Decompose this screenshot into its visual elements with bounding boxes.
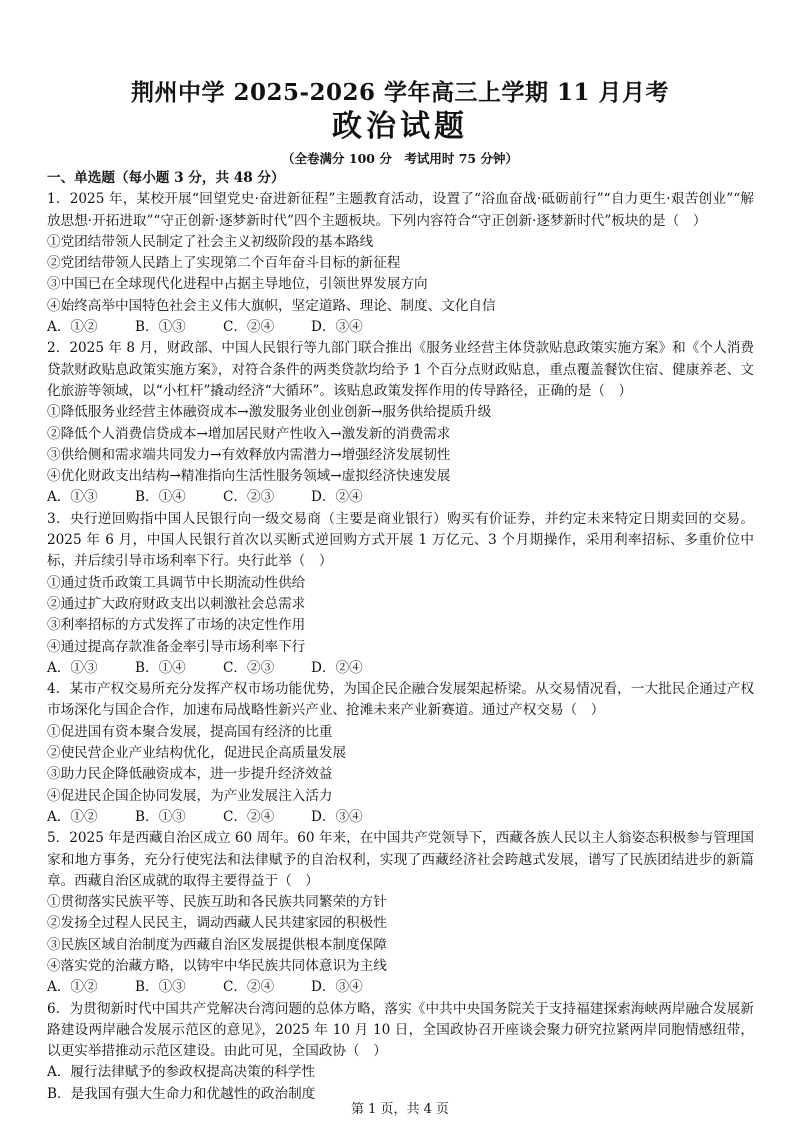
exam-subject: 政治试题 [332, 109, 468, 144]
question-option: ④落实党的治藏方略，以铸牢中华民族共同体意识为主线 [47, 957, 387, 974]
question-option: ①通过货币政策工具调节中长期流动性供给 [47, 574, 306, 591]
question-option: ④优化财政支出结构→精准指向生活性服务领域→虚拟经济快速发展 [47, 468, 451, 485]
question-2 [47, 338, 754, 508]
question-option: ③助力民企降低融资成本，进一步提升经济效益 [47, 766, 333, 783]
question-3 [47, 509, 754, 679]
answer-choices [47, 487, 754, 508]
question-option: ③供给侧和需求端共同发力→有效释放内需潜力→增强经济发展韧性 [47, 446, 451, 463]
question-option: ③民族区域自治制度为西藏自治区发展提供根本制度保障 [47, 936, 387, 953]
question-stem: 4．某市产权交易所充分发挥产权市场功能优势，为国企民企融合发展架起桥梁。从交易情况看，一大批民企通过产权市场深化与国企合作，加速布局战略性新兴产业、抢滩未来产业新赛道。通过产权交易（ ） [47, 681, 754, 719]
question-stem: 3．央行逆回购指中国人民银行向一级交易商（主要是商业银行）购买有价证券，并约定未来特定日期卖回的交易。2025 年 6 月，中国人民银行首次以买断式逆回购方式开展 1 万亿元、3 个月期操作，采用利率招标、多重价位中标，并后续引导市场利率下行。央行此举（ ） [47, 510, 754, 570]
question-stem: 6．为贯彻新时代中国共产党解决台湾问题的总体方略，落实《中共中央国务院关于支持福建探索海峡两岸融合发展新路建设两岸融合发展示范区的意见》，2025 年 10 月 10 日，全国政协召开座谈会聚力研究拉紧两岸同胞情感纽带，以更实举措推动示范区建设。由此可见，全国政协（ ） [47, 1000, 754, 1060]
exam-header [0, 78, 800, 170]
answer-choices [47, 807, 754, 828]
answer-choice: A．①② [47, 319, 98, 336]
exam-title: 荆州中学 2025-2026 学年高三上学期 11 月月考 [130, 79, 670, 106]
answer-choice: D．③④ [311, 319, 363, 336]
question-6 [47, 999, 754, 1105]
question-option: ②党团结带领人民踏上了实现第二个百年奋斗目标的新征程 [47, 255, 401, 272]
question-option: ①贯彻落实民族平等、民族互助和各民族共同繁荣的方针 [47, 894, 387, 911]
question-option: ②发扬全过程人民民主，调动西藏人民共建家园的积极性 [47, 915, 387, 932]
answer-choice: D．③④ [311, 808, 363, 825]
answer-choice: C．②③ [223, 659, 275, 676]
question-5 [47, 828, 754, 998]
answer-choice: C．②④ [223, 979, 275, 996]
question-option: ①降低服务业经营主体融资成本→激发服务业创业创新→服务供给提质升级 [47, 404, 492, 421]
question-stem: 1．2025 年，某校开展“回望党史·奋进新征程”主题教育活动，设置了“浴血奋战·砥砺前行”“自力更生·艰苦创业”“解放思想·开拓进取”“守正创新·逐梦新时代”四个主题板块。下列内容符合“守正创新·逐梦新时代”板块的是（ ） [47, 191, 754, 229]
answer-choice: C．②③ [223, 489, 275, 506]
answer-choice: B．①③ [135, 319, 186, 336]
exam-content [47, 168, 754, 1105]
question-1 [47, 189, 754, 338]
question-stem: 2．2025 年 8 月，财政部、中国人民银行等九部门联合推出《服务业经营主体贷款贴息政策实施方案》和《个人消费贷款财政贴息政策实施方案》，对符合条件的两类贷款均给予 1 个百分点财政贴息，重点覆盖餐饮住宿、健康养老、文化旅游等领域，以“小杠杆”撬动经济“大循环”。该贴息政策发挥作用的传导路径，正确的是（ ） [47, 340, 754, 399]
section-heading: 一、单选题（每小题 3 分，共 48 分） [47, 170, 285, 186]
question-list [47, 189, 754, 1105]
question-option: ③利率招标的方式发挥了市场的决定性作用 [47, 617, 306, 634]
answer-choice: D．②④ [311, 489, 363, 506]
answer-choice: B．①③ [135, 979, 186, 996]
page-footer: 第 1 页，共 4 页 [350, 1102, 450, 1117]
question-4 [47, 679, 754, 828]
answer-choices [47, 317, 754, 338]
question-option: ③中国已在全球现代化进程中占据主导地位，引领世界发展方向 [47, 276, 428, 293]
question-option: ②通过扩大政府财政支出以刺激社会总需求 [47, 595, 306, 612]
answer-choice: C．②④ [223, 319, 275, 336]
answer-choice: D．③④ [311, 979, 363, 996]
answer-choice: B．①④ [135, 659, 186, 676]
answer-choices [47, 977, 754, 998]
answer-choice: B．①③ [135, 808, 186, 825]
answer-choice: A．①③ [47, 489, 98, 506]
question-option: ④始终高举中国特色社会主义伟大旗帜，坚定道路、理论、制度、文化自信 [47, 297, 496, 314]
answer-choice: A．①② [47, 808, 98, 825]
answer-choice: A．①② [47, 979, 98, 996]
question-option: ②使民营企业产业结构优化，促进民企高质量发展 [47, 745, 347, 762]
answer-choices [47, 658, 754, 679]
question-option: ①促进国有资本聚合发展，提高国有经济的比重 [47, 723, 333, 740]
question-stem: 5．2025 年是西藏自治区成立 60 周年。60 年来，在中国共产党领导下，西藏各族人民以主人翁姿态积极参与管理国家和地方事务，充分行使宪法和法律赋予的自治权利，实现了西藏经济社会跨越式发展，谱写了民族团结进步的新篇章。西藏自治区成就的取得主要得益于（ ） [47, 830, 754, 889]
question-option: ②降低个人消费信贷成本→增加居民财产性收入→激发新的消费需求 [47, 425, 451, 442]
question-option: ④通过提高存款准备金率引导市场利率下行 [47, 638, 306, 655]
question-option: ①党团结带领人民制定了社会主义初级阶段的基本路线 [47, 233, 374, 250]
question-option: A．履行法律赋予的参政权提高决策的科学性 [47, 1064, 316, 1081]
question-option: ④促进民企国企协同发展，为产业发展注入活力 [47, 787, 333, 804]
question-option: B．是我国有强大生命力和优越性的政治制度 [47, 1085, 316, 1102]
exam-meta: （全卷满分 100 分 考试用时 75 分钟） [282, 151, 518, 166]
answer-choice: C．②④ [223, 808, 275, 825]
answer-choice: B．①④ [135, 489, 186, 506]
answer-choice: D．②④ [311, 659, 363, 676]
answer-choice: A．①③ [47, 659, 98, 676]
